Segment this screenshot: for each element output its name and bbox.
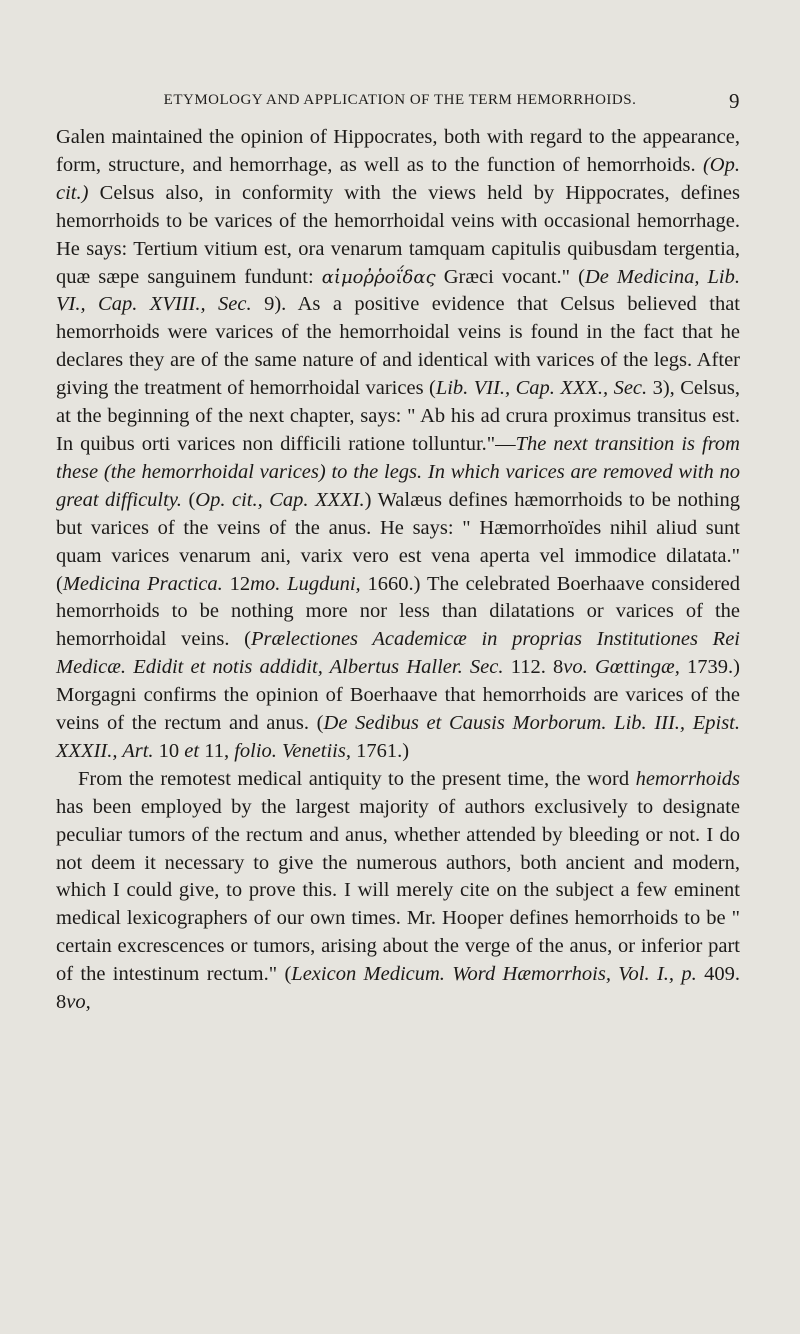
paragraph bbox=[56, 124, 740, 766]
text-run: 409. 8 bbox=[56, 963, 740, 1014]
page-number: 9 bbox=[729, 89, 740, 113]
text-run: 1660.) The celebrated Boerhaave considered hemorrhoids to be nothing more nor less than dilatations or varices of the hemorrhoidal veins. ( bbox=[56, 572, 741, 651]
text-run: 3), Celsus, at the beginning of the next chapter, says: " Ab his ad crura proximus transitus est. In quibus orti varices non difficili ratione tolluntur."— bbox=[56, 377, 741, 455]
text-run: 12 bbox=[222, 572, 251, 595]
body-text bbox=[56, 124, 740, 1017]
text-run: Celsus also, in conformity with the views held by Hippocrates, defines hemorrhoids to be varices of the hemorrhoidal veins with occasional hemorrhage. He says: Tertium vitium est, ora venarum tamquam capitulis quibusdam tergentia, quæ sæpe sanguinem fundunt: bbox=[56, 181, 740, 288]
italic-citation: De Medicina, Lib. VI., Cap. XVIII., Sec. bbox=[56, 265, 740, 316]
italic-translation: The next transition is from these (the hemorrhoidal varices) to the legs. In which varices are removed with no great difficulty. bbox=[56, 432, 740, 511]
text-run: 10 bbox=[153, 739, 185, 762]
text-run: Græci vocant." ( bbox=[435, 265, 585, 288]
italic-citation: Medicina Practica. bbox=[62, 572, 223, 595]
text-run: Galen maintained the opinion of Hippocrates, both with regard to the appearance, form, structure, and hemorrhage, as well as to the function of hemorrhoids. bbox=[56, 126, 740, 176]
italic-citation: Lib. VII., Cap. XXX., Sec. bbox=[435, 377, 648, 400]
italic-citation: mo. Lugduni, bbox=[250, 572, 361, 595]
text-run: ) Walæus defines hæmorrhoids to be nothing but varices of the veins of the anus. He says: " Hæmorrhoïdes nihil aliud sunt quam varices venarum ani, varix vero est vena aperta vel immodice dilatata." ( bbox=[56, 488, 740, 595]
text-run: From the remotest medical antiquity to the present time, the word bbox=[78, 767, 636, 790]
italic-citation: folio. Venetiis, bbox=[234, 739, 351, 762]
text-run: 9). As a positive evidence that Celsus believed that hemorrhoids were varices of the hemorrhoidal veins is found in the fact that he declares they are of the same nature of and identical with varices of the legs. After giving the treatment of hemorrhoidal varices ( bbox=[56, 293, 740, 400]
italic-citation: Prælectiones Academicæ in proprias Institutiones Rei Medicæ. Edidit et notis addidit, Albertus Haller. Sec. bbox=[56, 628, 740, 679]
paragraph bbox=[56, 766, 740, 1017]
text-run: 1761.) bbox=[350, 739, 410, 762]
italic-term: hemorrhoids bbox=[635, 767, 740, 790]
greek-term: αἱμοῤῥοΐδας bbox=[321, 266, 436, 288]
text-run: has been employed by the largest majority of authors exclusively to designate peculiar tumors of the rectum and anus, whether attended by bleeding or not. I do not deem it necessary to give the numerous authors, both ancient and modern, which I could give, to prove this. I will merely cite on the subject a few eminent medical lexicographers of our own times. Mr. Hooper defines hemorrhoids to be " certain excrescences or tumors, arising about the verge of the anus, or inferior part of the intestinum rectum." ( bbox=[56, 795, 740, 986]
italic-citation: (Op. cit.) bbox=[56, 153, 740, 204]
italic-citation: De Sedibus et Causis Morborum. Lib. III., Epist. XXXII., Art. bbox=[56, 712, 740, 762]
running-head bbox=[60, 89, 740, 114]
text-run: 112. 8 bbox=[503, 656, 564, 679]
italic-citation: Op. cit., Cap. XXXI. bbox=[195, 488, 365, 511]
italic-citation: vo, bbox=[66, 991, 91, 1014]
running-head-title: ETYMOLOGY AND APPLICATION OF THE TERM HEMORRHOIDS. bbox=[163, 92, 637, 108]
italic-citation: et bbox=[184, 739, 200, 762]
italic-citation: Lexicon Medicum. Word Hæmorrhois, Vol. I., p. bbox=[291, 963, 697, 986]
text-run: 1739.) Morgagni confirms the opinion of Boerhaave that hemorrhoids are varices of the veins of the rectum and anus. ( bbox=[56, 656, 740, 735]
text-run: ( bbox=[181, 488, 196, 511]
text-run: 11, bbox=[199, 739, 235, 762]
italic-citation: vo. Gœttingæ, bbox=[563, 656, 680, 679]
